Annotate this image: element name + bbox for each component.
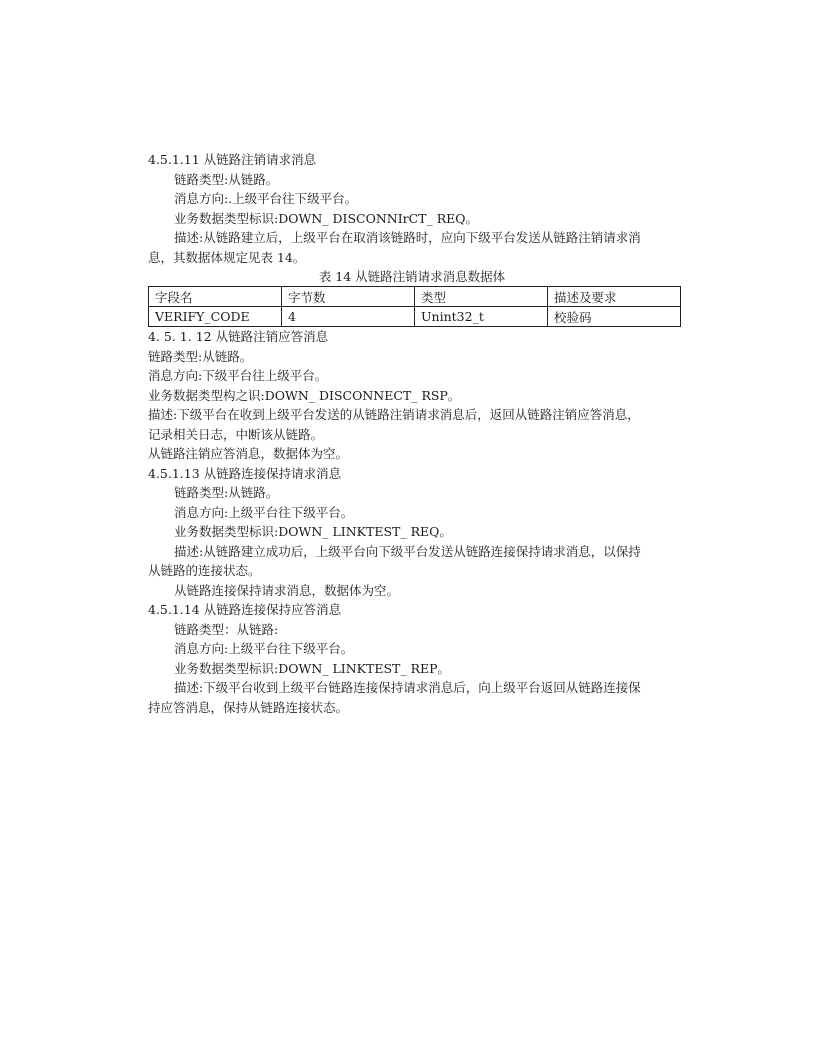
link-type-line: 链路类型:从链路。: [174, 171, 279, 187]
description-line: 描述:从链路建立后，上级平台在取消该链路时，应向下级平台发送从链路注销请求消: [174, 230, 641, 245]
section-heading: 4.5.1.11 从链路注销请求消息: [148, 152, 317, 167]
direction-line: 消息方向:上级平台往下级平台。: [174, 641, 354, 656]
description-line: 描述:下级平台在收到上级平台发送的从链路注销请求消息后，返回从链路注销应答消息，: [148, 407, 640, 422]
table-header-cell: 字节数: [282, 287, 415, 307]
data-body-table: [148, 286, 681, 327]
description-line: 描述:从链路建立成功后，上级平台向下级平台发送从链路连接保持请求消息，以保持: [174, 543, 641, 559]
section-heading: 4.5.1.13 从链路连接保持请求消息: [148, 465, 342, 481]
direction-line: 消息方向:下级平台往上级平台。: [148, 368, 328, 383]
type-id-line: 业务数据类型标识:DOWN_ LINKTEST_ REP。: [174, 660, 451, 676]
table-header-cell: 字段名: [149, 287, 282, 307]
document-body: [148, 150, 678, 717]
type-id-line: 业务数据类型构之识:DOWN_ DISCONNECT_ RSP。: [148, 387, 461, 403]
direction-line: 消息方向:上级平台往下级平台。: [174, 504, 354, 520]
table-header-cell: 描述及要求: [548, 287, 681, 307]
section-heading: 4. 5. 1. 12 从链路注销应答消息: [148, 329, 329, 344]
table-caption: 表 14 从链路注销请求消息数据体: [318, 269, 506, 284]
note-line: 从链路注销应答消息，数据体为空。: [148, 446, 349, 461]
type-id-line: 业务数据类型标识:DOWN_ DISCONNIrCT_ REQ。: [174, 210, 479, 226]
type-id-line: 业务数据类型标识:DOWN_ LINKTEST_ REQ。: [174, 524, 452, 539]
table-row: [149, 307, 681, 327]
note-line: 从链路连接保持请求消息，数据体为空。: [174, 582, 400, 598]
description-line: 记录相关日志，中断该从链路。: [148, 426, 324, 442]
table-cell: 4: [282, 307, 415, 327]
link-type-line: 链路类型:从链路。: [148, 348, 253, 364]
table-cell: VERIFY_CODE: [149, 307, 282, 327]
table-cell: Unint32_t: [415, 307, 548, 327]
table-cell: 校验码: [548, 307, 681, 327]
table-header-cell: 类型: [415, 287, 548, 307]
section-heading: 4.5.1.14 从链路连接保持应答消息: [148, 602, 342, 617]
description-line: 描述:下级平台收到上级平台链路连接保持请求消息后，向上级平台返回从链路连接保: [174, 680, 641, 695]
description-line: 持应答消息，保持从链路连接状态。: [148, 699, 349, 715]
table-header-row: [149, 287, 681, 307]
direction-line: 消息方向:.上级平台往下级平台。: [174, 191, 358, 206]
link-type-line: 链路类型:从链路。: [174, 485, 279, 500]
description-line: 从链路的连接状态。: [148, 563, 261, 578]
link-type-line: 链路类型：从链路:: [174, 621, 279, 637]
description-line: 息，其数据体规定见表 14。: [148, 249, 306, 265]
